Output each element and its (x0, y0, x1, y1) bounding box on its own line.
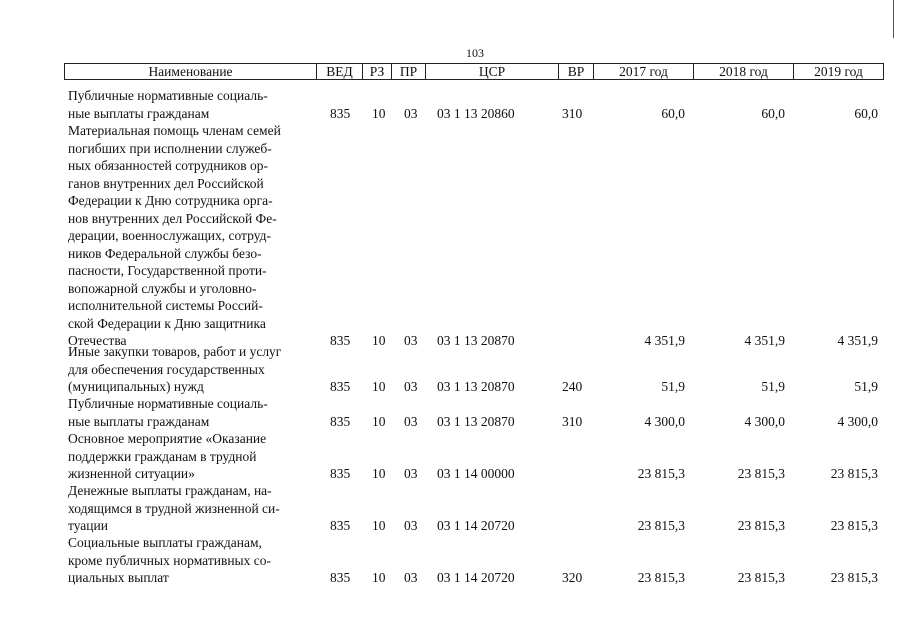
cell-ved: 835 (330, 105, 351, 121)
header-vr: ВР (558, 64, 593, 79)
cell-vr: 310 (562, 105, 583, 121)
cell-2017: 4 300,0 (644, 413, 685, 429)
name-line: туации (68, 518, 108, 533)
cell-csr: 03 1 13 20870 (437, 413, 515, 429)
cell-ved: 835 (330, 570, 351, 585)
cell-2018: 60,0 (761, 105, 785, 121)
name-line: кроме публичных нормативных со- (68, 552, 271, 568)
name-line: ных обязанностей сотрудников ор- (68, 158, 269, 173)
name-line: Отечества (68, 333, 127, 348)
row-name (68, 534, 318, 587)
name-line: Публичные нормативные социаль- (68, 396, 268, 411)
name-line: ников Федеральной службы безо- (68, 245, 262, 261)
table-row (68, 482, 884, 535)
name-line: дерации, военнослужащих, сотруд- (68, 228, 271, 243)
cell-vr: 320 (562, 570, 583, 585)
name-line: Материальная помощь членам семей (68, 123, 281, 138)
cell-ved: 835 (330, 333, 351, 348)
page-number: 103 (466, 46, 484, 60)
name-line: пасности, Государственной проти- (68, 263, 267, 278)
row-name (68, 343, 318, 396)
table-row (68, 430, 884, 483)
cell-ved: 835 (330, 466, 351, 481)
name-line: ской Федерации к Дню защитника (68, 315, 266, 331)
row-name (68, 482, 318, 535)
name-line: ходящимся в трудной жизненной си- (68, 500, 280, 516)
header-pr: ПР (391, 64, 425, 79)
cell-2017: 23 815,3 (637, 466, 685, 481)
row-name (68, 87, 318, 122)
cell-csr: 03 1 14 20720 (437, 518, 515, 533)
name-line: Социальные выплаты гражданам, (68, 535, 262, 550)
cell-rz: 10 (372, 570, 386, 585)
row-name (68, 122, 318, 350)
cell-2019: 23 815,3 (830, 570, 878, 585)
cell-csr: 03 1 14 20720 (437, 570, 515, 585)
name-line: (муниципальных) нужд (68, 379, 204, 394)
name-line: Денежные выплаты гражданам, на- (68, 483, 272, 498)
cell-2018: 4 300,0 (744, 413, 785, 429)
cell-pr: 03 (404, 413, 418, 429)
header-2019: 2019 год (793, 64, 883, 79)
cell-pr: 03 (404, 466, 418, 481)
name-line: погибших при исполнении служеб- (68, 140, 272, 156)
cell-rz: 10 (372, 333, 386, 348)
name-line: исполнительной системы Россий- (68, 298, 263, 313)
cell-2019: 51,9 (854, 379, 878, 394)
name-line: жизненной ситуации» (68, 466, 195, 481)
cell-2017: 51,9 (661, 379, 685, 394)
row-name (68, 395, 318, 430)
name-line: ганов внутренних дел Российской (68, 175, 264, 191)
name-line: для обеспечения государственных (68, 361, 265, 377)
header-rz: РЗ (362, 64, 391, 79)
cell-2019: 4 300,0 (837, 413, 878, 429)
cell-rz: 10 (372, 518, 386, 533)
cell-2017: 23 815,3 (637, 518, 685, 533)
name-line: Основное мероприятие «Оказание (68, 431, 267, 446)
table-row (68, 343, 884, 396)
cell-rz: 10 (372, 413, 386, 429)
header-csr: ЦСР (425, 64, 558, 79)
cell-csr: 03 1 13 20870 (437, 379, 515, 394)
edge-rule (893, 0, 894, 38)
cell-2019: 23 815,3 (830, 518, 878, 533)
table-row (68, 122, 884, 350)
name-line: вопожарной службы и уголовно- (68, 280, 257, 296)
cell-2018: 23 815,3 (737, 466, 785, 481)
name-line: нов внутренних дел Российской Фе- (68, 210, 277, 226)
cell-2019: 4 351,9 (837, 333, 878, 348)
cell-2017: 4 351,9 (644, 333, 685, 348)
cell-2018: 4 351,9 (744, 333, 785, 348)
name-line: поддержки гражданам в трудной (68, 448, 257, 464)
cell-ved: 835 (330, 379, 351, 394)
cell-pr: 03 (404, 518, 418, 533)
name-line: Федерации к Дню сотрудника орга- (68, 193, 273, 208)
name-line: циальных выплат (68, 570, 169, 585)
cell-rz: 10 (372, 105, 386, 121)
cell-pr: 03 (404, 379, 418, 394)
cell-pr: 03 (404, 333, 418, 348)
table-row (68, 87, 884, 122)
cell-rz: 10 (372, 379, 386, 394)
header-2018: 2018 год (693, 64, 793, 79)
cell-2017: 60,0 (661, 105, 685, 121)
cell-csr: 03 1 13 20870 (437, 333, 515, 348)
cell-2018: 23 815,3 (737, 570, 785, 585)
cell-2018: 23 815,3 (737, 518, 785, 533)
name-line: Публичные нормативные социаль- (68, 88, 268, 103)
cell-2019: 23 815,3 (830, 466, 878, 481)
cell-pr: 03 (404, 570, 418, 585)
header-name: Наименование (148, 64, 233, 79)
cell-csr: 03 1 13 20860 (437, 105, 515, 121)
name-line: Иные закупки товаров, работ и услуг (68, 344, 282, 359)
cell-vr: 240 (562, 379, 583, 394)
cell-ved: 835 (330, 413, 351, 429)
name-line: ные выплаты гражданам (68, 105, 210, 121)
header-ved: ВЕД (316, 64, 362, 79)
cell-2017: 23 815,3 (637, 570, 685, 585)
table-row (68, 395, 884, 430)
cell-rz: 10 (372, 466, 386, 481)
cell-vr: 310 (562, 413, 583, 429)
cell-2018: 51,9 (761, 379, 785, 394)
cell-csr: 03 1 14 00000 (437, 466, 515, 481)
cell-2019: 60,0 (854, 105, 878, 121)
table-header (64, 63, 884, 80)
name-line: ные выплаты гражданам (68, 413, 210, 429)
table-row (68, 534, 884, 587)
header-2017: 2017 год (593, 64, 693, 79)
cell-pr: 03 (404, 105, 418, 121)
cell-ved: 835 (330, 518, 351, 533)
row-name (68, 430, 318, 483)
